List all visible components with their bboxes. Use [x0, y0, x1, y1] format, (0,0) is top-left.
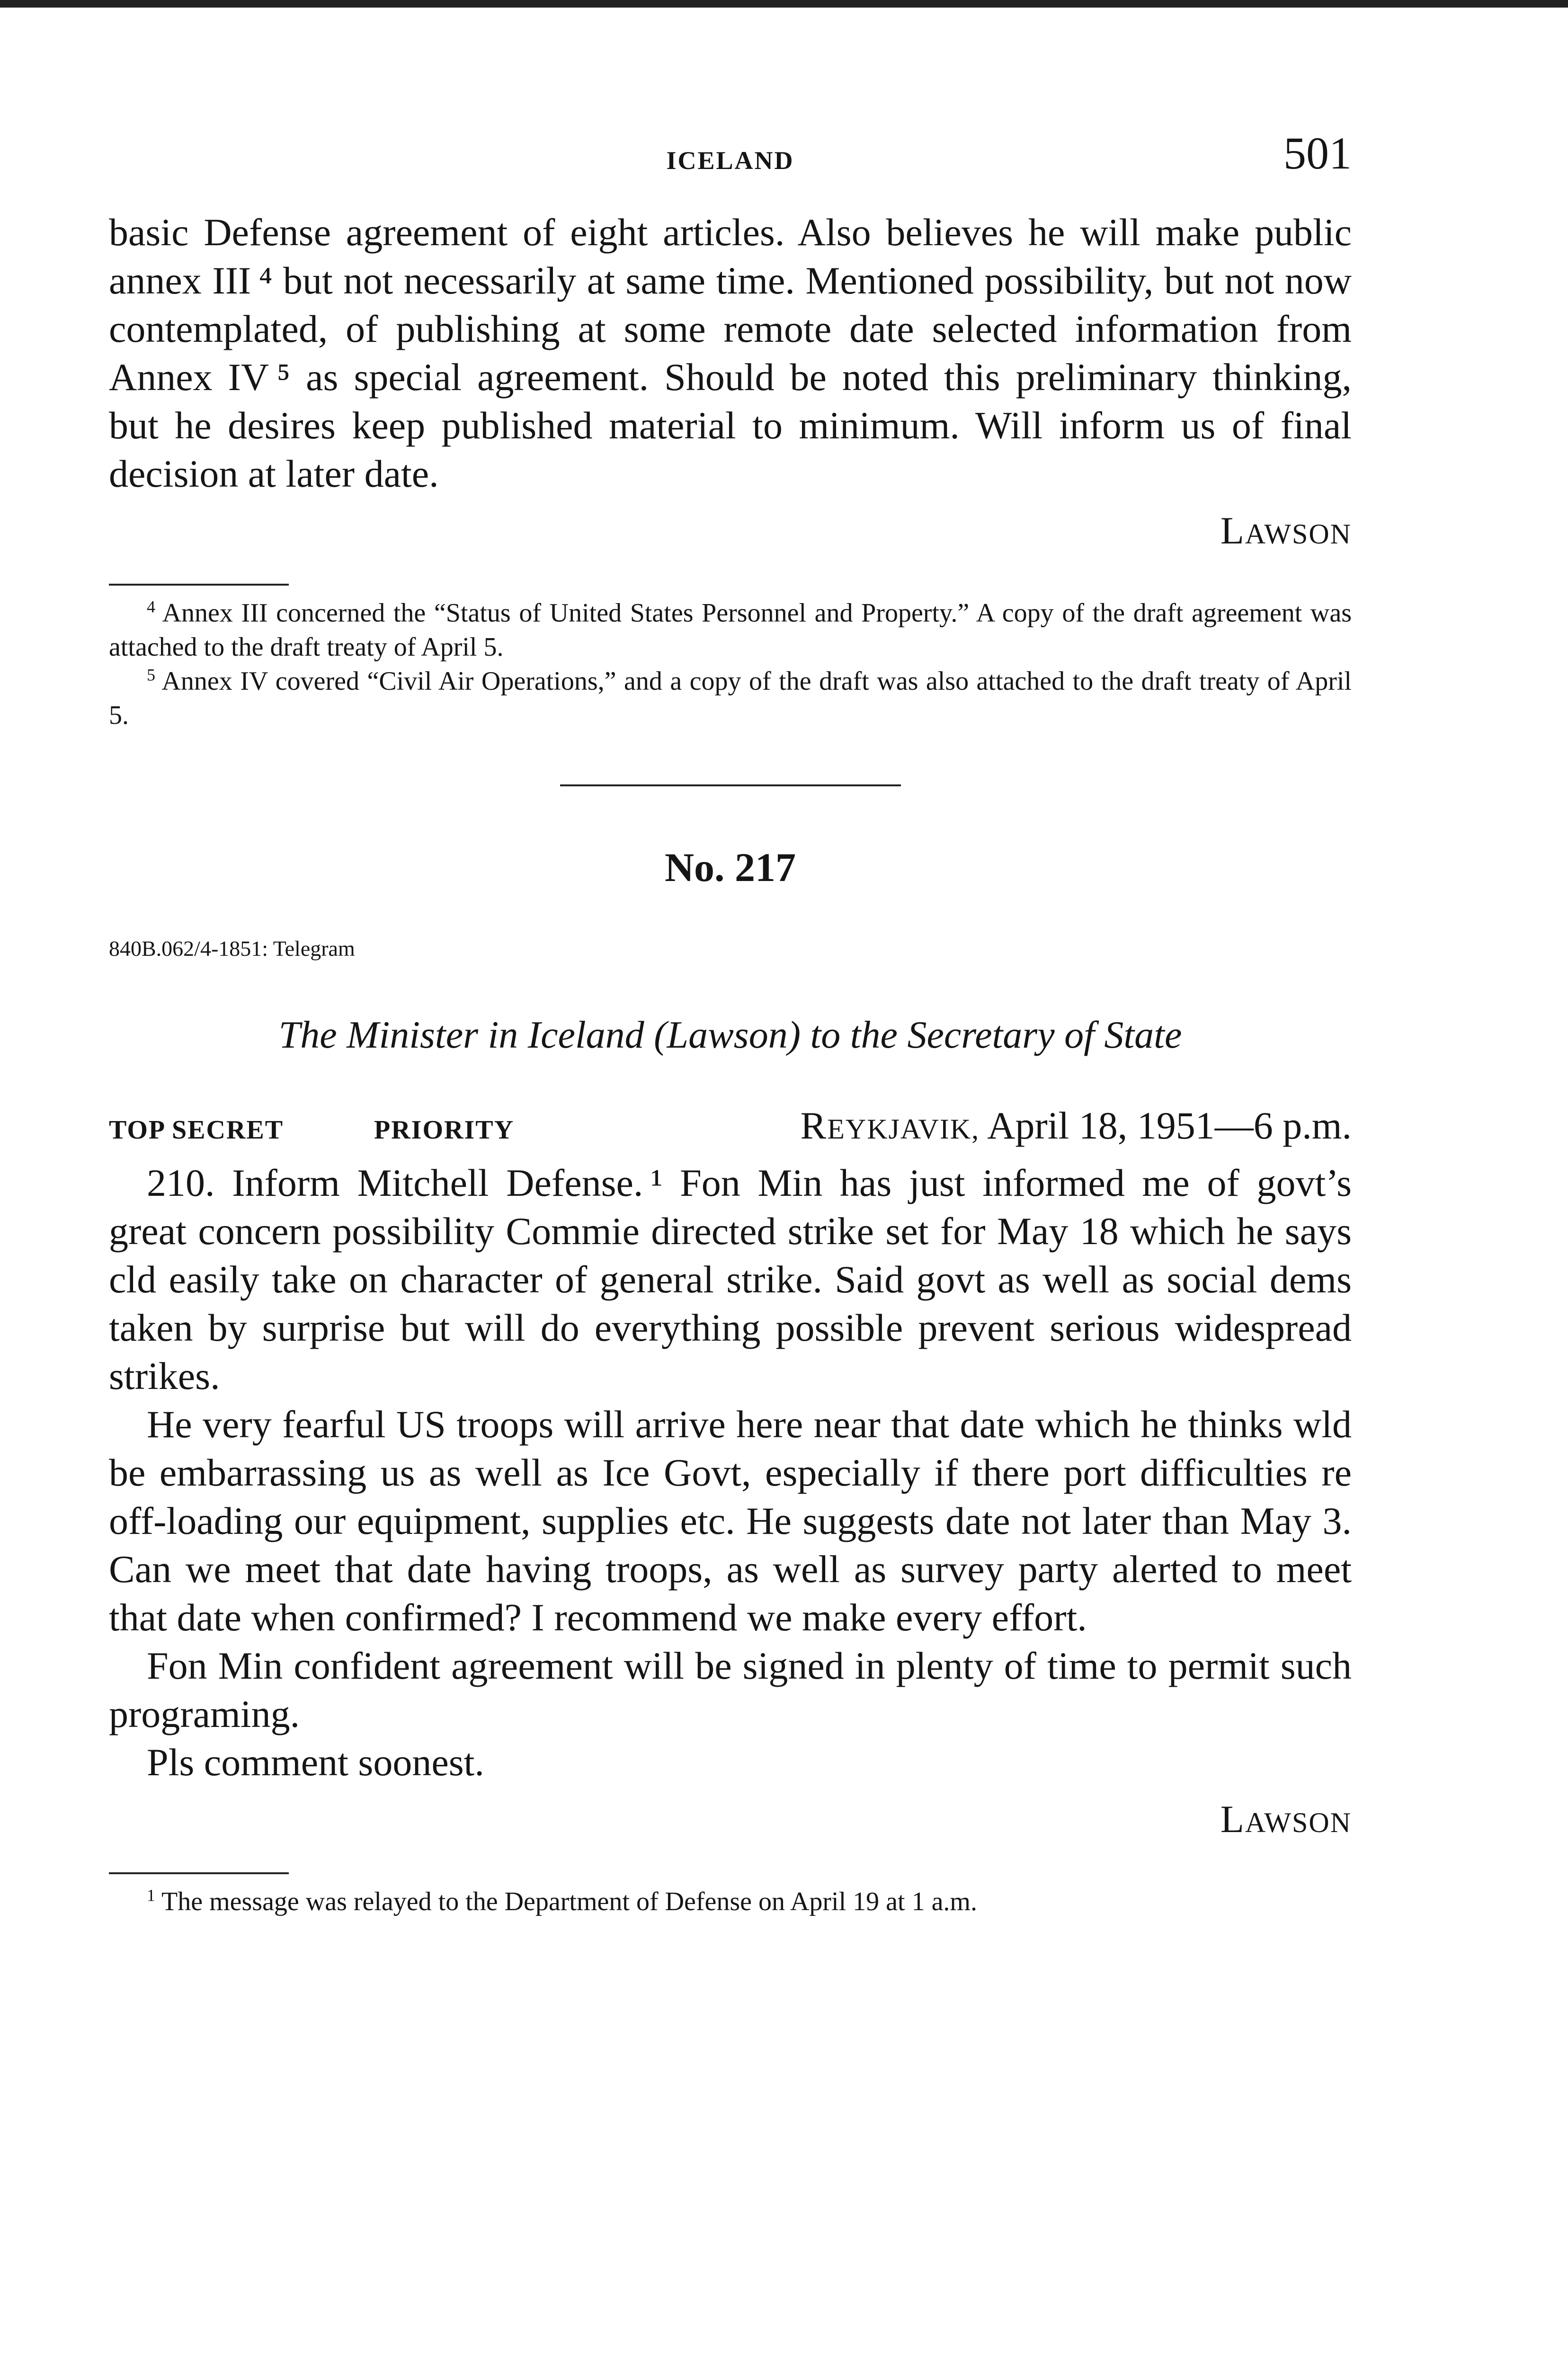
telegram-header	[109, 1102, 1352, 1154]
dateline-place: REYKJAVIK,	[800, 1104, 980, 1147]
precedence: PRIORITY	[374, 1115, 515, 1145]
continuation-paragraph: basic Defense agreement of eight articles. Also believes he will make public annex III ⁴ but not necessarily at same time. Mentioned possibility, but not now contemplated, of publishing at some remote date selected information from Annex IV ⁵ as special agreement. Should be noted this preliminary thinking, but he desires keep published material to minimum. Will inform us of final decision at later date.	[109, 211, 1352, 495]
signature-name: LAWSON	[1220, 1797, 1352, 1841]
footnote-marker: 4	[147, 597, 155, 616]
page-body	[109, 208, 1352, 1919]
footnotes	[109, 596, 1352, 732]
signature	[109, 507, 1352, 558]
document-title: The Minister in Iceland (Lawson) to the Secretary of State	[278, 1013, 1182, 1056]
footnote-text: Annex IV covered “Civil Air Operations,” and a copy of the draft was also attached to the draft treaty of April 5.	[109, 667, 1352, 730]
signature-name: LAWSON	[1220, 509, 1352, 552]
dateline	[801, 1102, 1352, 1153]
page-number: 501	[1283, 128, 1352, 178]
footnote-rule	[109, 584, 289, 586]
dateline-date: April 18, 1951—6 p.m.	[987, 1104, 1352, 1147]
footnote	[109, 596, 1352, 664]
footnote	[109, 1885, 1352, 1919]
footnotes	[109, 1885, 1352, 1919]
telegram-paragraph: Fon Min confident agreement will be signed in plenty of time to permit such programing.	[109, 1644, 1352, 1735]
footnote-text: The message was relayed to the Department of Defense on April 19 at 1 a.m.	[161, 1887, 977, 1916]
section-divider	[560, 784, 901, 786]
telegram-paragraph: He very fearful US troops will arrive here near that date which he thinks wld be embarrassing us as well as Ice Govt, especially if there port difficulties re off-loading our equipment, supplies etc. He suggests date not later than May 3. Can we meet that date having troops, as well as survey party alerted to meet that date when confirmed? I recommend we make every effort.	[109, 1403, 1352, 1639]
running-head	[109, 127, 1352, 184]
document-number: No. 217	[664, 845, 796, 890]
footnote-marker: 5	[147, 665, 155, 685]
signature	[109, 1795, 1352, 1847]
footnote-rule	[109, 1872, 289, 1874]
file-reference: 840B.062/4-1851: Telegram	[109, 936, 355, 961]
footnote	[109, 664, 1352, 732]
telegram-paragraph: Pls comment soonest.	[147, 1741, 484, 1784]
telegram-paragraph: 210. Inform Mitchell Defense. ¹ Fon Min has just informed me of govt’s great concern possibility Commie directed strike set for May 18 which he says cld easily take on character of general strike. Said govt as well as social dems taken by surprise but will do everything possible prevent serious widespread strikes.	[109, 1161, 1352, 1397]
classification: TOP SECRET	[109, 1115, 284, 1145]
footnote-text: Annex III concerned the “Status of United States Personnel and Property.” A copy of the draft agreement was attached to the draft treaty of April 5.	[109, 598, 1352, 662]
footnote-marker: 1	[147, 1886, 155, 1905]
scan-top-edge	[0, 0, 1568, 8]
running-head-title: ICELAND	[666, 146, 794, 175]
